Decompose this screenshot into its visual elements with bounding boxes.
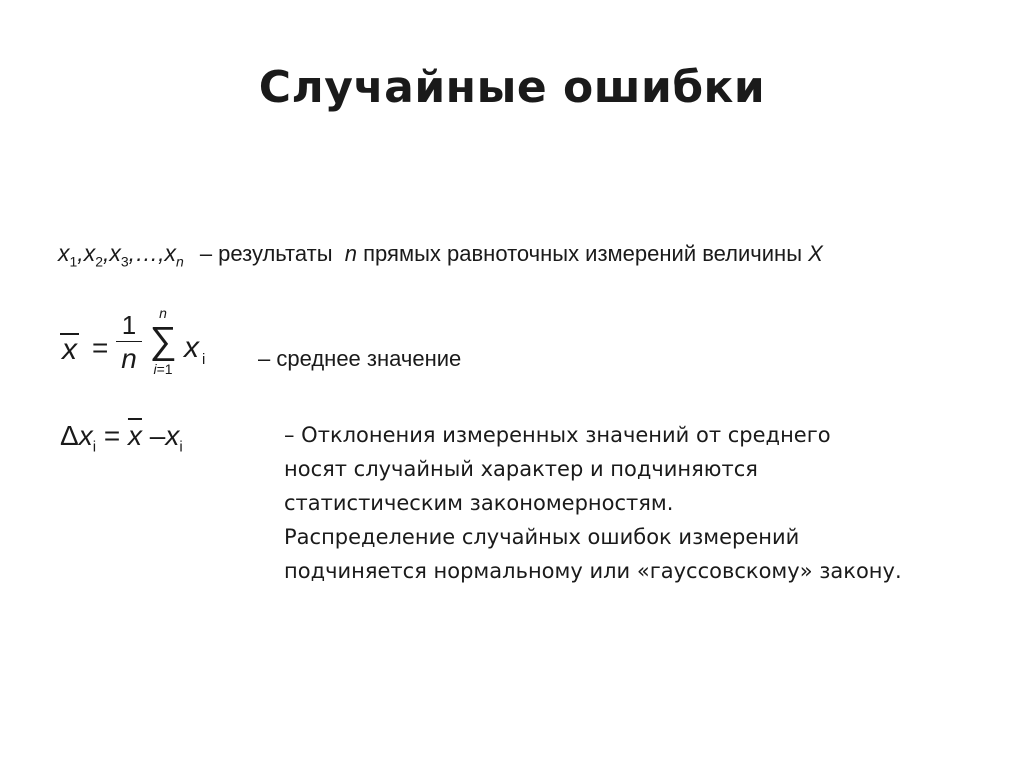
summation bbox=[146, 305, 180, 377]
sigma-icon: ∑ bbox=[149, 320, 177, 362]
measurement-sequence: $x_1,x_2,x_3,\dots,x_n$ bbox=[58, 240, 184, 270]
explanation-line: носят случайный характер и подчиняются bbox=[284, 457, 758, 481]
dash: – bbox=[199, 241, 213, 266]
equals-sign: = bbox=[103, 420, 121, 451]
explanation-line: статистическим закономерностям. bbox=[284, 491, 674, 515]
x-bar: $\overline{x}$ bbox=[127, 420, 142, 451]
measurements-definition bbox=[58, 240, 1008, 270]
definition-text-a: результаты bbox=[218, 241, 333, 266]
explanation-line: подчиняется нормальному или «гауссовскому» закону. bbox=[284, 559, 902, 583]
definition-text-b: прямых равноточных измерений величины bbox=[363, 241, 803, 266]
equals-sign: = bbox=[92, 332, 109, 363]
explanation-line: – Отклонения измеренных значений от среднего bbox=[284, 423, 831, 447]
deviation-explanation bbox=[284, 418, 984, 588]
X-variable: X bbox=[808, 241, 823, 266]
x-i: x $_i$ bbox=[184, 331, 206, 368]
delta-icon: Δ bbox=[60, 420, 79, 451]
mean-label: – среднее значение bbox=[258, 346, 462, 371]
x-bar: x bbox=[62, 333, 77, 366]
deviation-formula: $\Delta x_i = \overline{x}$ $-x_i$ bbox=[60, 420, 183, 456]
fraction-one-over-n bbox=[116, 311, 142, 374]
mean-formula bbox=[58, 305, 258, 395]
explanation-line: Распределение случайных ошибок измерений bbox=[284, 525, 800, 549]
fraction-bar bbox=[116, 341, 142, 342]
fraction-denominator: n bbox=[121, 343, 137, 374]
fraction-numerator: 1 bbox=[121, 310, 137, 340]
sum-upper-limit: n bbox=[159, 305, 167, 321]
minus-sign: – bbox=[149, 420, 166, 451]
slide-title: Случайные ошибки bbox=[258, 62, 766, 113]
sum-lower-limit: i=1 bbox=[153, 361, 173, 377]
n-variable: n bbox=[344, 241, 358, 266]
